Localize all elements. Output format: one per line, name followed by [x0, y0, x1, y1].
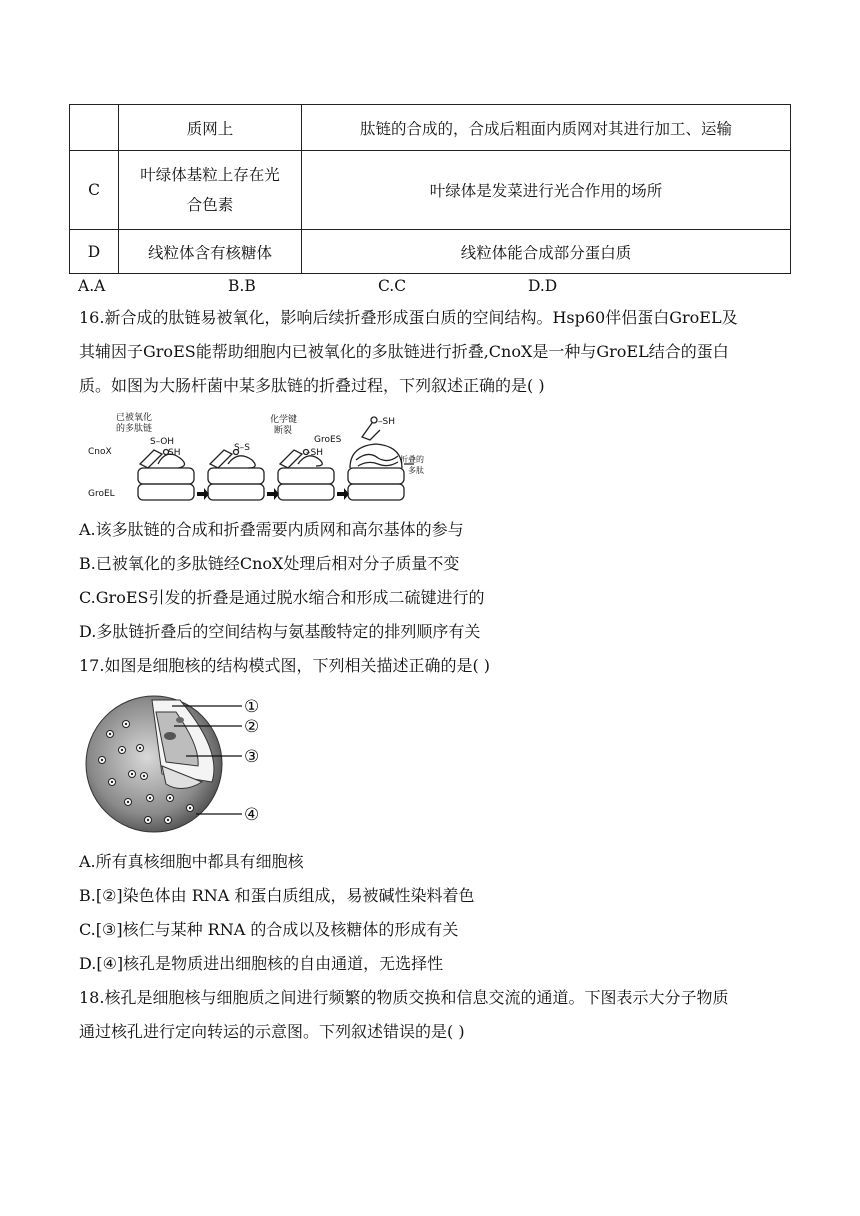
- structure-cell: 线粒体含有核糖体: [119, 230, 302, 274]
- choice-d: D.D: [528, 277, 558, 295]
- fig-label-bond-1: 化学键: [270, 415, 298, 425]
- q17-option-c: C.[③]核仁与某种 RNA 的合成以及核糖体的形成有关: [79, 920, 459, 939]
- fig-label-folded-1: 折叠的: [400, 455, 424, 464]
- fig-label-groel: GroEL: [88, 489, 115, 499]
- q16-option-c: C.GroES引发的折叠是通过脱水缩合和形成二硫键进行的: [79, 588, 485, 607]
- fig-label-bond-2: 断裂: [274, 426, 293, 436]
- q16-stem-line-3: 质。如图为大肠杆菌中某多肽链的折叠过程，下列叙述正确的是( ): [79, 376, 545, 395]
- q17-option-b: B.[②]染色体由 RNA 和蛋白质组成，易被碱性染料着色: [79, 886, 475, 905]
- structure-cell: [119, 151, 302, 230]
- function-cell: 叶绿体是发菜进行光合作用的场所: [302, 151, 791, 230]
- nucleus-label-4: ④: [244, 805, 260, 825]
- q16-option-a: A.该多肽链的合成和折叠需要内质网和高尔基体的参与: [79, 520, 464, 539]
- fig-label-sh2: –SH: [306, 448, 323, 458]
- fig-label-folded-2: 多肽: [408, 466, 424, 475]
- nucleus-figure: [82, 690, 282, 840]
- structure-line-1: 叶绿体基粒上存在光: [140, 166, 280, 184]
- q17-stem: 17.如图是细胞核的结构模式图，下列相关描述正确的是( ): [79, 656, 491, 675]
- choice-a: A.A: [78, 277, 106, 295]
- structure-cell: 质网上: [119, 105, 302, 151]
- table-row: [70, 230, 791, 274]
- q16-option-d: D.多肽链折叠后的空间结构与氨基酸特定的排列顺序有关: [79, 622, 481, 641]
- q17-option-a: A.所有真核细胞中都具有细胞核: [79, 852, 304, 871]
- fig-label-sh3: –SH: [378, 417, 395, 427]
- fig-label-oxidized-2: 的多肽链: [116, 424, 153, 434]
- fig-label-oxidized-1: 已被氧化: [116, 413, 153, 423]
- q18-stem-line-2: 通过核孔进行定向转运的示意图。下列叙述错误的是( ): [79, 1022, 465, 1041]
- row-label: [70, 105, 119, 151]
- protein-folding-figure: [84, 408, 424, 508]
- function-cell: 线粒体能合成部分蛋白质: [302, 230, 791, 274]
- arrow-icon: [337, 488, 349, 500]
- choice-b: B.B: [228, 277, 256, 295]
- q18-stem-line-1: 18.核孔是细胞核与细胞质之间进行频繁的物质交换和信息交流的通道。下图表示大分子物质: [79, 988, 729, 1007]
- fig-label-sh: SH: [168, 448, 181, 458]
- row-label: C: [70, 151, 119, 230]
- table-row: [70, 105, 791, 151]
- function-cell: 肽链的合成的，合成后粗面内质网对其进行加工、运输: [302, 105, 791, 151]
- fig-label-groes: GroES: [314, 435, 342, 445]
- fig-label-cnox: CnoX: [88, 447, 112, 457]
- nucleus-label-2: ②: [244, 717, 260, 737]
- choice-c: C.C: [378, 277, 407, 295]
- row-label: D: [70, 230, 119, 274]
- arrow-icon: [267, 488, 279, 500]
- nucleus-label-3: ③: [244, 747, 260, 767]
- q16-stem-line-1: 16.新合成的肽链易被氧化，影响后续折叠形成蛋白质的空间结构。Hsp60伴侣蛋白GroEL及: [79, 308, 738, 327]
- table-row: [70, 151, 791, 230]
- q16-stem-line-2: 其辅因子GroES能帮助细胞内已被氧化的多肽链进行折叠,CnoX是一种与GroEL结合的蛋白: [79, 342, 729, 361]
- q17-option-d: D.[④]核孔是物质进出细胞核的自由通道，无选择性: [79, 954, 444, 973]
- options-table: [69, 104, 791, 274]
- fig-label-ss: S–S: [234, 443, 250, 453]
- q16-option-b: B.已被氧化的多肽链经CnoX处理后相对分子质量不变: [79, 554, 460, 573]
- arrow-icon: [197, 488, 209, 500]
- fig-label-soh: S–OH: [150, 437, 175, 447]
- structure-line-2: 合色素: [186, 196, 234, 214]
- nucleus-label-1: ①: [244, 697, 260, 717]
